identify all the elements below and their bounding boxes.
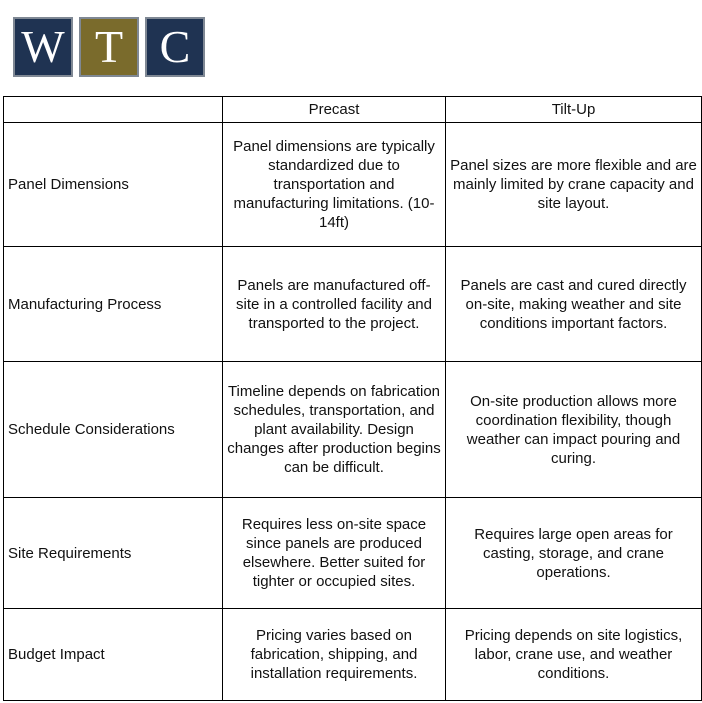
precast-cell: Timeline depends on fabrication schedules, transportation, and plant availability. Design changes after production begins can be difficult. [223,362,446,498]
row-label: Schedule Considerations [4,362,223,498]
header-precast: Precast [223,97,446,123]
table-row-schedule-considerations [4,362,702,498]
wtc-logo [13,17,205,77]
row-label: Manufacturing Process [4,247,223,362]
tilt-up-cell: Panel sizes are more flexible and are mainly limited by crane capacity and site layout. [446,123,702,247]
tilt-up-cell: Pricing depends on site logistics, labor, crane use, and weather conditions. [446,609,702,701]
tilt-up-cell: On-site production allows more coordination flexibility, though weather can impact pouring and curing. [446,362,702,498]
table-row-site-requirements [4,498,702,609]
precast-cell: Panel dimensions are typically standardized due to transportation and manufacturing limitations. (10-14ft) [223,123,446,247]
precast-cell: Panels are manufactured off-site in a controlled facility and transported to the project. [223,247,446,362]
precast-cell: Requires less on-site space since panels are produced elsewhere. Better suited for tighter or occupied sites. [223,498,446,609]
tilt-up-cell: Panels are cast and cured directly on-site, making weather and site conditions important factors. [446,247,702,362]
comparison-table [3,96,702,701]
table-row-panel-dimensions [4,123,702,247]
row-label: Site Requirements [4,498,223,609]
row-label: Panel Dimensions [4,123,223,247]
header-tilt-up: Tilt-Up [446,97,702,123]
table-row-budget-impact [4,609,702,701]
row-label: Budget Impact [4,609,223,701]
logo-letter-c: C [145,17,205,77]
precast-cell: Pricing varies based on fabrication, shipping, and installation requirements. [223,609,446,701]
tilt-up-cell: Requires large open areas for casting, storage, and crane operations. [446,498,702,609]
logo-letter-t: T [79,17,139,77]
header-empty-cell [4,97,223,123]
logo-letter-w: W [13,17,73,77]
table-header-row [4,97,702,123]
table-row-manufacturing-process [4,247,702,362]
